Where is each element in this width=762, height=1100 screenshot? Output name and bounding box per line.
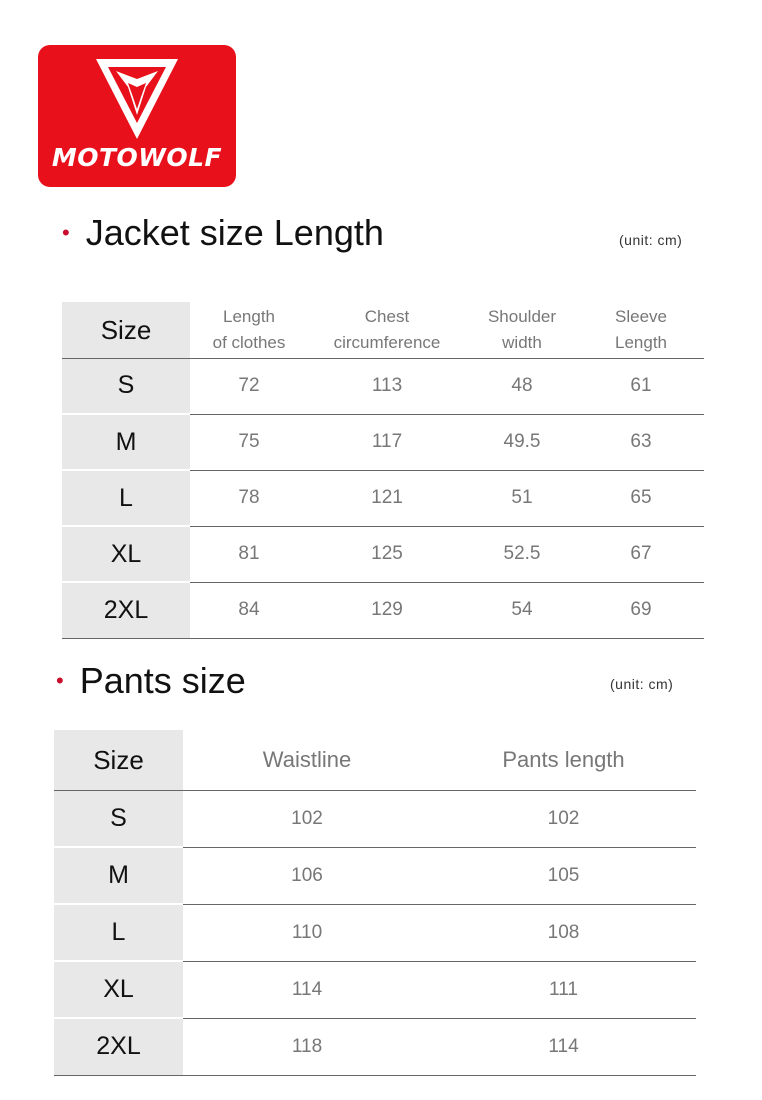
- size-cell: S: [62, 358, 190, 414]
- jacket-header-shoulder: Shoulder width: [487, 306, 557, 352]
- waist-cell: 106: [183, 847, 431, 904]
- wolf-emblem-icon: [94, 57, 180, 141]
- logo-wordmark: MOTOWOLF: [51, 143, 223, 172]
- pants-unit-label: (unit: cm): [610, 676, 674, 692]
- waist-cell: 110: [183, 904, 431, 961]
- chest-cell: 129: [308, 582, 466, 638]
- table-row: [54, 1018, 696, 1075]
- length-cell: 72: [190, 358, 308, 414]
- size-cell: S: [54, 790, 183, 847]
- motowolf-logo: [38, 45, 236, 187]
- length-cell: 78: [190, 470, 308, 526]
- pants-title: Pants size: [79, 660, 246, 701]
- table-row: [62, 582, 704, 638]
- table-row: [54, 847, 696, 904]
- length-cell: 84: [190, 582, 308, 638]
- bullet-dot-icon: •: [56, 668, 64, 693]
- chest-cell: 117: [308, 414, 466, 470]
- size-cell: M: [62, 414, 190, 470]
- table-row: [54, 904, 696, 961]
- jacket-header-length: Length of clothes: [212, 306, 286, 352]
- jacket-header-sleeve: Sleeve Length: [615, 306, 667, 352]
- table-row: [54, 961, 696, 1018]
- jacket-size-table: [62, 302, 704, 639]
- pants-length-cell: 108: [431, 904, 696, 961]
- table-row: [62, 358, 704, 414]
- bullet-dot-icon: •: [62, 220, 70, 245]
- sleeve-cell: 63: [578, 414, 704, 470]
- size-cell: XL: [62, 526, 190, 582]
- waist-cell: 102: [183, 790, 431, 847]
- shoulder-cell: 51: [466, 470, 578, 526]
- pants-section-title: [56, 660, 246, 702]
- chest-cell: 113: [308, 358, 466, 414]
- size-cell: 2XL: [62, 582, 190, 638]
- length-cell: 75: [190, 414, 308, 470]
- sleeve-cell: 65: [578, 470, 704, 526]
- pants-size-table: [54, 730, 696, 1076]
- chest-cell: 121: [308, 470, 466, 526]
- size-cell: M: [54, 847, 183, 904]
- sleeve-cell: 67: [578, 526, 704, 582]
- pants-length-cell: 105: [431, 847, 696, 904]
- jacket-header-size: Size: [62, 302, 190, 358]
- pants-length-cell: 111: [431, 961, 696, 1018]
- table-row: [62, 414, 704, 470]
- pants-header-size: Size: [54, 730, 183, 790]
- shoulder-cell: 48: [466, 358, 578, 414]
- pants-length-cell: 114: [431, 1018, 696, 1075]
- pants-header-waist: Waistline: [262, 746, 352, 772]
- jacket-header-chest: Chest circumference: [333, 306, 441, 352]
- pants-length-cell: 102: [431, 790, 696, 847]
- shoulder-cell: 52.5: [466, 526, 578, 582]
- waist-cell: 114: [183, 961, 431, 1018]
- pants-header-length: Pants length: [502, 746, 625, 772]
- table-row: [62, 526, 704, 582]
- size-cell: XL: [54, 961, 183, 1018]
- jacket-title: Jacket size Length: [85, 212, 384, 253]
- chest-cell: 125: [308, 526, 466, 582]
- sleeve-cell: 69: [578, 582, 704, 638]
- jacket-section-title: [62, 212, 384, 254]
- size-cell: L: [62, 470, 190, 526]
- length-cell: 81: [190, 526, 308, 582]
- size-cell: L: [54, 904, 183, 961]
- shoulder-cell: 54: [466, 582, 578, 638]
- table-row: [62, 470, 704, 526]
- table-row: [54, 790, 696, 847]
- sleeve-cell: 61: [578, 358, 704, 414]
- shoulder-cell: 49.5: [466, 414, 578, 470]
- waist-cell: 118: [183, 1018, 431, 1075]
- size-cell: 2XL: [54, 1018, 183, 1075]
- jacket-unit-label: (unit: cm): [619, 232, 683, 248]
